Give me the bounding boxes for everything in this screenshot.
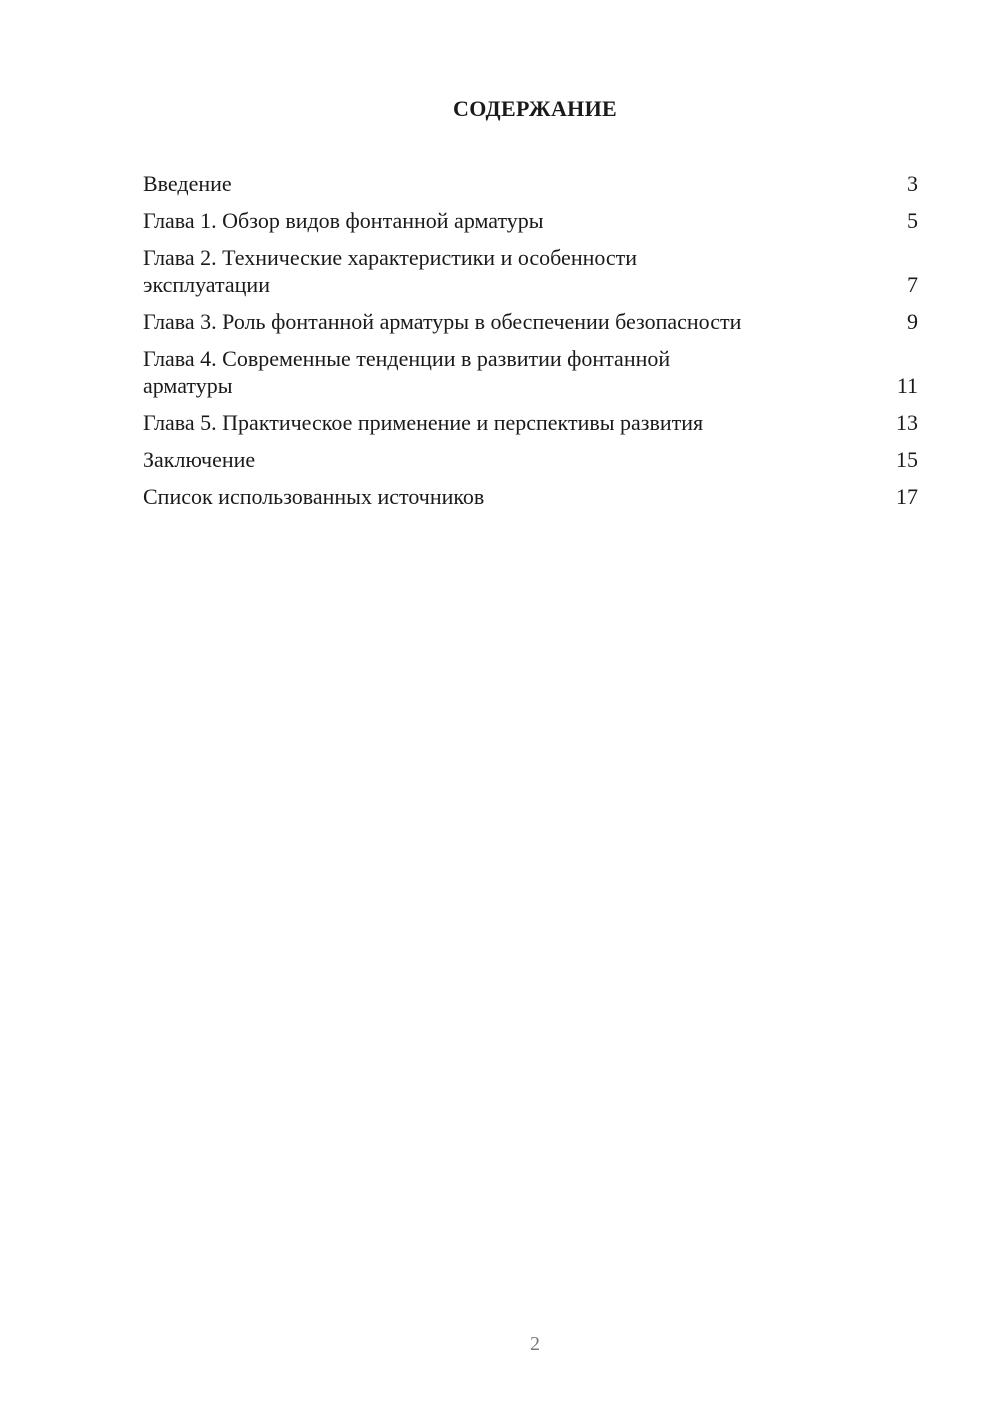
toc-item-text: Глава 4. Современные тенденции в развитии фонтанной арматуры [143,346,671,398]
toc-item-references [143,483,918,510]
toc-item-text: Глава 5. Практическое применение и перспективы развития [143,410,704,435]
page-number: 2 [530,1333,540,1355]
toc-item-text: Введение [143,171,232,196]
toc-title: СОДЕРЖАНИЕ [453,96,617,121]
toc-item-chapter-3 [143,308,918,335]
toc-item-chapter-4 [143,345,918,399]
toc-item-chapter-5 [143,409,918,436]
toc-item-text: Глава 3. Роль фонтанной арматуры в обеспечении безопасности [143,309,742,334]
toc-item-text: Заключение [143,447,256,472]
toc-item-page: 13 [896,410,918,435]
toc-item-chapter-1 [143,207,918,234]
toc-item-page: 15 [896,447,918,472]
toc-item-page: 7 [907,272,918,297]
toc-item-text: Глава 1. Обзор видов фонтанной арматуры [143,208,544,233]
toc-item-page: 9 [907,309,918,334]
table-of-contents [143,170,918,520]
toc-item-page: 3 [907,171,918,196]
toc-item-page: 5 [907,208,918,233]
toc-item-text: Глава 2. Технические характеристики и особенности эксплуатации [143,245,638,297]
toc-item-conclusion [143,446,918,473]
toc-item-page: 17 [896,484,918,509]
toc-item-introduction [143,170,918,197]
toc-item-chapter-2 [143,244,918,298]
toc-item-page: 11 [896,373,918,398]
toc-item-text: Список использованных источников [143,484,485,509]
